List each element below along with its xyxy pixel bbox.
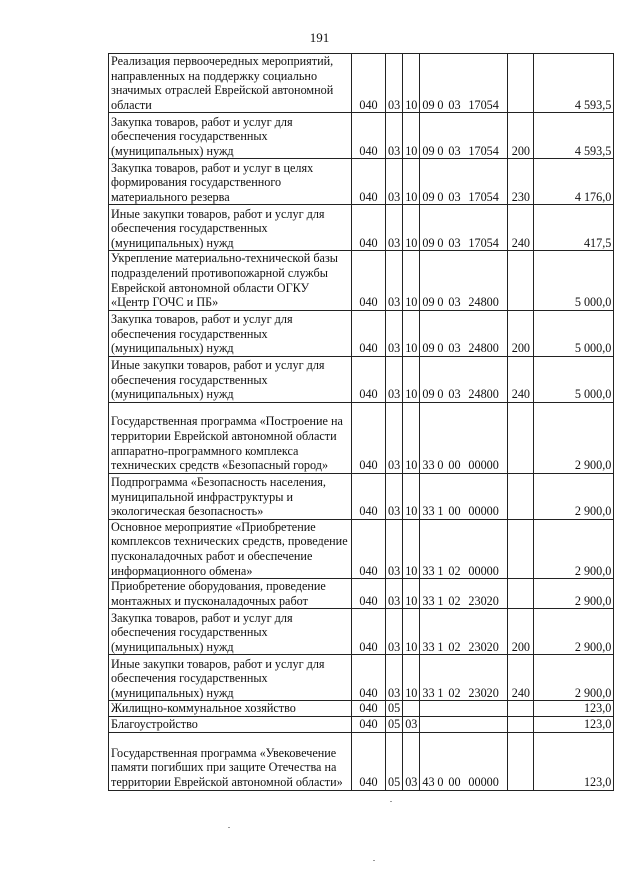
amount: 123,0 [534, 732, 614, 790]
csr-part: 1 [437, 639, 444, 654]
row-name: Иные закупки товаров, работ и услуг для обеспечения государственных (муниципальных) нужд [109, 655, 352, 701]
csr-part: 1 [437, 563, 444, 578]
expense-type-code: 200 [508, 113, 534, 159]
csr-part: 0 [437, 295, 444, 310]
table-row [109, 716, 614, 732]
csr-part: 1 [437, 504, 444, 519]
table-row [109, 251, 614, 310]
csr-part: 00000 [468, 774, 499, 789]
section-code: 03 [386, 609, 403, 655]
subsection-code: 03 [403, 732, 420, 790]
section-code: 05 [386, 701, 403, 717]
row-name: Государственная программа «Увековечение памяти погибших при защите Отечества на территории Еврейской автономной области» [109, 732, 352, 790]
target-article-code [420, 609, 508, 655]
subsection-code: 10 [403, 54, 420, 113]
expense-type-code: 240 [508, 356, 534, 402]
subsection-code: 10 [403, 402, 420, 473]
ved-code: 040 [352, 579, 386, 609]
target-article-code [420, 205, 508, 251]
subsection-code: 10 [403, 655, 420, 701]
csr-part: 0 [437, 341, 444, 356]
target-article-code [420, 655, 508, 701]
subsection-code: 10 [403, 473, 420, 519]
csr-part: 0 [437, 387, 444, 402]
ved-code: 040 [352, 402, 386, 473]
expense-type-code [508, 251, 534, 310]
row-name: Укрепление материально-технической базы подразделений противопожарной службы Еврейской автономной области ОГКУ «Центр ГОЧС и ПБ» [109, 251, 352, 310]
subsection-code: 10 [403, 609, 420, 655]
csr-part: 17054 [468, 189, 499, 204]
table-row [109, 473, 614, 519]
csr-part: 09 [422, 295, 435, 310]
amount: 123,0 [534, 716, 614, 732]
ved-code: 040 [352, 473, 386, 519]
ved-code: 040 [352, 356, 386, 402]
csr-part: 00 [448, 458, 461, 473]
target-article-code [420, 402, 508, 473]
target-article-code [420, 251, 508, 310]
expense-type-code [508, 701, 534, 717]
section-code: 03 [386, 579, 403, 609]
budget-table [108, 53, 614, 791]
amount: 5 000,0 [534, 251, 614, 310]
table-row [109, 609, 614, 655]
ved-code: 040 [352, 609, 386, 655]
csr-part: 09 [422, 189, 435, 204]
row-name: Основное мероприятие «Приобретение комплексов технических средств, проведение пусконаладочных работ и обеспечение информационного обмена» [109, 519, 352, 578]
amount: 123,0 [534, 701, 614, 717]
section-code: 03 [386, 310, 403, 356]
row-name: Реализация первоочередных мероприятий, направленных на поддержку социально значимых отраслей Еврейской автономной области [109, 54, 352, 113]
target-article-code [420, 310, 508, 356]
row-name: Закупка товаров, работ и услуг для обеспечения государственных (муниципальных) нужд [109, 609, 352, 655]
subsection-code: 10 [403, 579, 420, 609]
budget-table-body [109, 54, 614, 791]
csr-part: 0 [437, 97, 444, 112]
table-row [109, 113, 614, 159]
target-article-code [420, 54, 508, 113]
csr-part: 03 [448, 143, 461, 158]
row-name: Подпрограмма «Безопасность населения, муниципальной инфраструктуры и экологическая безопасность» [109, 473, 352, 519]
csr-part: 33 [422, 504, 435, 519]
section-code: 03 [386, 205, 403, 251]
subsection-code: 03 [403, 716, 420, 732]
csr-part: 33 [422, 639, 435, 654]
csr-part: 24800 [468, 295, 499, 310]
csr-part: 02 [448, 563, 461, 578]
ved-code: 040 [352, 716, 386, 732]
csr-part: 09 [422, 97, 435, 112]
csr-part: 33 [422, 593, 435, 608]
csr-part: 0 [437, 458, 444, 473]
csr-part: 09 [422, 143, 435, 158]
scan-speck [373, 860, 375, 861]
row-name: Иные закупки товаров, работ и услуг для обеспечения государственных (муниципальных) нужд [109, 205, 352, 251]
csr-part: 09 [422, 387, 435, 402]
ved-code: 040 [352, 205, 386, 251]
section-code: 03 [386, 113, 403, 159]
csr-part: 02 [448, 685, 461, 700]
section-code: 05 [386, 716, 403, 732]
section-code: 03 [386, 473, 403, 519]
expense-type-code [508, 716, 534, 732]
csr-part: 09 [422, 341, 435, 356]
expense-type-code [508, 473, 534, 519]
table-row [109, 732, 614, 790]
row-name: Закупка товаров, работ и услуг в целях формирования государственного материального резерва [109, 159, 352, 205]
csr-part: 24800 [468, 341, 499, 356]
csr-part: 00 [448, 774, 461, 789]
target-article-code [420, 701, 508, 717]
table-row [109, 54, 614, 113]
csr-part: 23020 [468, 685, 499, 700]
ved-code: 040 [352, 159, 386, 205]
target-article-code [420, 732, 508, 790]
target-article-code [420, 356, 508, 402]
csr-part: 03 [448, 235, 461, 250]
subsection-code: 10 [403, 356, 420, 402]
csr-part: 33 [422, 685, 435, 700]
row-name: Жилищно-коммунальное хозяйство [109, 701, 352, 717]
expense-type-code: 200 [508, 310, 534, 356]
table-row [109, 310, 614, 356]
amount: 2 900,0 [534, 579, 614, 609]
section-code: 03 [386, 402, 403, 473]
csr-part: 03 [448, 387, 461, 402]
ved-code: 040 [352, 310, 386, 356]
subsection-code [403, 701, 420, 717]
ved-code: 040 [352, 251, 386, 310]
csr-part: 0 [437, 774, 444, 789]
csr-part: 03 [448, 189, 461, 204]
row-name: Государственная программа «Построение на территории Еврейской автономной области аппаратно-программного комплекса технических средств «Безопасный город» [109, 402, 352, 473]
section-code: 03 [386, 54, 403, 113]
page-number: 191 [309, 30, 330, 45]
csr-part: 09 [422, 235, 435, 250]
subsection-code: 10 [403, 310, 420, 356]
target-article-code [420, 579, 508, 609]
amount: 2 900,0 [534, 473, 614, 519]
ved-code: 040 [352, 54, 386, 113]
table-row [109, 205, 614, 251]
expense-type-code: 240 [508, 655, 534, 701]
amount: 2 900,0 [534, 402, 614, 473]
csr-part: 0 [437, 235, 444, 250]
subsection-code: 10 [403, 519, 420, 578]
csr-part: 00000 [468, 563, 499, 578]
csr-part: 0 [437, 143, 444, 158]
table-row [109, 402, 614, 473]
amount: 2 900,0 [534, 519, 614, 578]
csr-part: 23020 [468, 639, 499, 654]
amount: 4 176,0 [534, 159, 614, 205]
ved-code: 040 [352, 655, 386, 701]
amount: 4 593,5 [534, 54, 614, 113]
scan-speck [390, 801, 392, 802]
csr-part: 1 [437, 685, 444, 700]
section-code: 03 [386, 356, 403, 402]
table-row [109, 519, 614, 578]
expense-type-code [508, 579, 534, 609]
section-code: 03 [386, 519, 403, 578]
csr-part: 23020 [468, 593, 499, 608]
target-article-code [420, 473, 508, 519]
csr-part: 33 [422, 458, 435, 473]
csr-part: 00 [448, 504, 461, 519]
row-name: Закупка товаров, работ и услуг для обеспечения государственных (муниципальных) нужд [109, 113, 352, 159]
amount: 5 000,0 [534, 310, 614, 356]
subsection-code: 10 [403, 113, 420, 159]
subsection-code: 10 [403, 159, 420, 205]
csr-part: 17054 [468, 97, 499, 112]
csr-part: 17054 [468, 143, 499, 158]
expense-type-code [508, 54, 534, 113]
amount: 2 900,0 [534, 609, 614, 655]
target-article-code [420, 519, 508, 578]
csr-part: 03 [448, 341, 461, 356]
table-row [109, 159, 614, 205]
table-row [109, 655, 614, 701]
expense-type-code: 200 [508, 609, 534, 655]
csr-part: 03 [448, 295, 461, 310]
csr-part: 17054 [468, 235, 499, 250]
target-article-code [420, 716, 508, 732]
expense-type-code [508, 732, 534, 790]
expense-type-code [508, 402, 534, 473]
row-name: Закупка товаров, работ и услуг для обеспечения государственных (муниципальных) нужд [109, 310, 352, 356]
csr-part: 33 [422, 563, 435, 578]
csr-part: 02 [448, 639, 461, 654]
amount: 2 900,0 [534, 655, 614, 701]
target-article-code [420, 159, 508, 205]
row-name: Благоустройство [109, 716, 352, 732]
expense-type-code [508, 519, 534, 578]
csr-part: 0 [437, 189, 444, 204]
table-row [109, 356, 614, 402]
subsection-code: 10 [403, 251, 420, 310]
ved-code: 040 [352, 519, 386, 578]
csr-part: 1 [437, 593, 444, 608]
row-name: Приобретение оборудования, проведение монтажных и пусконаладочных работ [109, 579, 352, 609]
csr-part: 43 [422, 774, 435, 789]
table-row [109, 701, 614, 717]
section-code: 03 [386, 251, 403, 310]
target-article-code [420, 113, 508, 159]
amount: 417,5 [534, 205, 614, 251]
section-code: 05 [386, 732, 403, 790]
amount: 5 000,0 [534, 356, 614, 402]
amount: 4 593,5 [534, 113, 614, 159]
expense-type-code: 240 [508, 205, 534, 251]
csr-part: 03 [448, 97, 461, 112]
section-code: 03 [386, 159, 403, 205]
row-name: Иные закупки товаров, работ и услуг для обеспечения государственных (муниципальных) нужд [109, 356, 352, 402]
ved-code: 040 [352, 113, 386, 159]
csr-part: 02 [448, 593, 461, 608]
scan-speck [228, 827, 230, 828]
ved-code: 040 [352, 732, 386, 790]
subsection-code: 10 [403, 205, 420, 251]
csr-part: 00000 [468, 504, 499, 519]
ved-code: 040 [352, 701, 386, 717]
section-code: 03 [386, 655, 403, 701]
expense-type-code: 230 [508, 159, 534, 205]
csr-part: 24800 [468, 387, 499, 402]
table-row [109, 579, 614, 609]
csr-part: 00000 [468, 458, 499, 473]
